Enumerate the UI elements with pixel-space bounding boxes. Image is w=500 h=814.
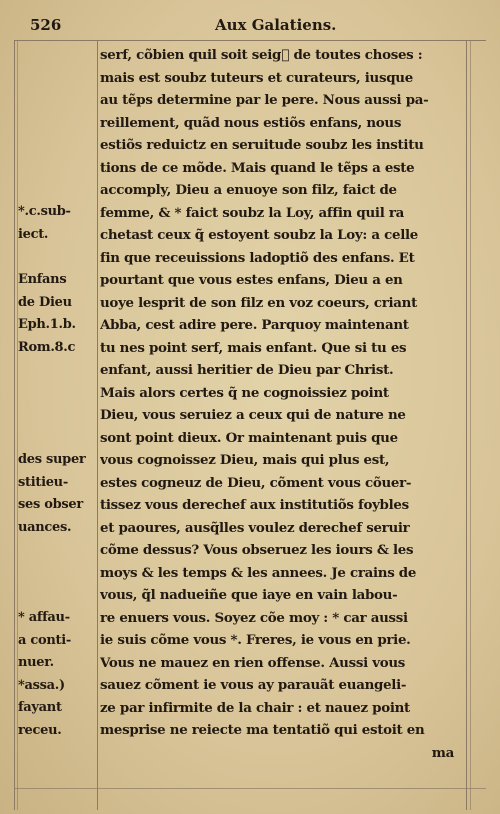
text-line: Vous ne mauez en rien offense. Aussi vous bbox=[100, 654, 406, 671]
text-line: vous cognoissez Dieu, mais qui plus est, bbox=[100, 452, 390, 468]
text-line: Dieu, vous seruiez a ceux qui de nature ne bbox=[100, 407, 406, 423]
left-border-rule bbox=[14, 40, 15, 810]
text-line: fin que receuissions ladoptiõ des enfans. Et bbox=[100, 249, 415, 266]
margin-note-line: fayant bbox=[18, 700, 62, 715]
text-line: accomply, Dieu a enuoye son filz, faict de bbox=[100, 182, 397, 198]
margin-note-line: uances. bbox=[18, 519, 72, 535]
text-line: cõme dessus? Vous obseruez les iours & les bbox=[100, 542, 414, 558]
margin-note-line: * affau- bbox=[18, 610, 70, 625]
margin-note-line: *assa.) bbox=[18, 677, 65, 693]
right-border-rule bbox=[466, 40, 467, 810]
text-line: estiõs reduictz en seruitude soubz les institu bbox=[100, 137, 424, 153]
margin-note-line: receu. bbox=[18, 722, 62, 738]
margin-note-line: Rom.8.c bbox=[18, 339, 76, 355]
margin-note-line: des super bbox=[18, 452, 86, 467]
text-line: et paoures, ausq̃lles voulez derechef seruir bbox=[100, 519, 410, 536]
right-border-inner-rule bbox=[470, 40, 471, 810]
text-line: femme, & * faict soubz la Loy, affin quil ra bbox=[100, 204, 404, 221]
margin-note-line: ses obser bbox=[18, 497, 83, 512]
text-line: tu nes point serf, mais enfant. Que si tu es bbox=[100, 339, 407, 356]
text-line: serf, cõbien quil soit seig᷑ de toutes choses : bbox=[100, 47, 423, 63]
margin-note-line: iect. bbox=[18, 226, 49, 242]
text-line: moys & les temps & les annees. Je crains de bbox=[100, 564, 417, 581]
running-title: Aux Galatiens. bbox=[215, 16, 337, 34]
margin-note-subiect bbox=[18, 201, 98, 246]
margin-note-affauer bbox=[18, 607, 98, 742]
text-line: au tẽps determine par le pere. Nous aussi pa- bbox=[100, 92, 429, 108]
text-line: mesprise ne reiecte ma tentatiõ qui estoit en bbox=[100, 722, 425, 738]
text-line: uoye lesprit de son filz en voz coeurs, criant bbox=[100, 294, 417, 311]
margin-note-line: a conti- bbox=[18, 632, 71, 648]
text-line: Abba, cest adire pere. Parquoy maintenant bbox=[100, 317, 409, 333]
page-header bbox=[0, 14, 500, 40]
text-line: chetast ceux q̃ estoyent soubz la Loy: a celle bbox=[100, 227, 418, 243]
text-line: sauez cõment ie vous ay parauãt euangeli- bbox=[100, 677, 407, 693]
margin-note-enfans bbox=[18, 269, 98, 359]
text-line: tissez vous derechef aux institutiõs foybles bbox=[100, 497, 409, 513]
text-line: ie suis cõme vous *. Freres, ie vous en prie. bbox=[100, 632, 411, 648]
margin-note-line: stitieu- bbox=[18, 474, 68, 490]
margin-note-superstitieuses bbox=[18, 449, 98, 539]
text-line: ze par infirmite de la chair : et nauez point bbox=[100, 699, 410, 716]
text-line: enfant, aussi heritier de Dieu par Christ. bbox=[100, 362, 394, 378]
bottom-rule bbox=[14, 788, 486, 789]
text-line: mais est soubz tuteurs et curateurs, iusque bbox=[100, 69, 413, 86]
margin-note-line: de Dieu bbox=[18, 294, 72, 310]
margin-note-line: *.c.sub- bbox=[18, 204, 71, 219]
main-text-block bbox=[100, 44, 462, 764]
text-line: pourtant que vous estes enfans, Dieu a en bbox=[100, 272, 403, 288]
text-line: reillement, quãd nous estiõs enfans, nous bbox=[100, 114, 402, 131]
top-rule bbox=[14, 40, 486, 41]
margin-note-line: Eph.1.b. bbox=[18, 317, 76, 332]
margin-note-line: Enfans bbox=[18, 272, 67, 287]
text-line: vous, q̃l nadueiñe que iaye en vain labou- bbox=[100, 587, 398, 603]
text-line: estes cogneuz de Dieu, cõment vous cõuer- bbox=[100, 474, 412, 491]
text-line: sont point dieux. Or maintenant puis que bbox=[100, 429, 398, 446]
catchword: ma bbox=[431, 744, 454, 761]
margin-note-line: nuer. bbox=[18, 655, 54, 670]
text-line: re enuers vous. Soyez cõe moy : * car aussi bbox=[100, 609, 408, 626]
text-line: tions de ce mõde. Mais quand le tẽps a este bbox=[100, 159, 415, 176]
text-line: Mais alors certes q̃ ne cognoissiez point bbox=[100, 384, 389, 401]
page-number: 526 bbox=[30, 16, 62, 34]
